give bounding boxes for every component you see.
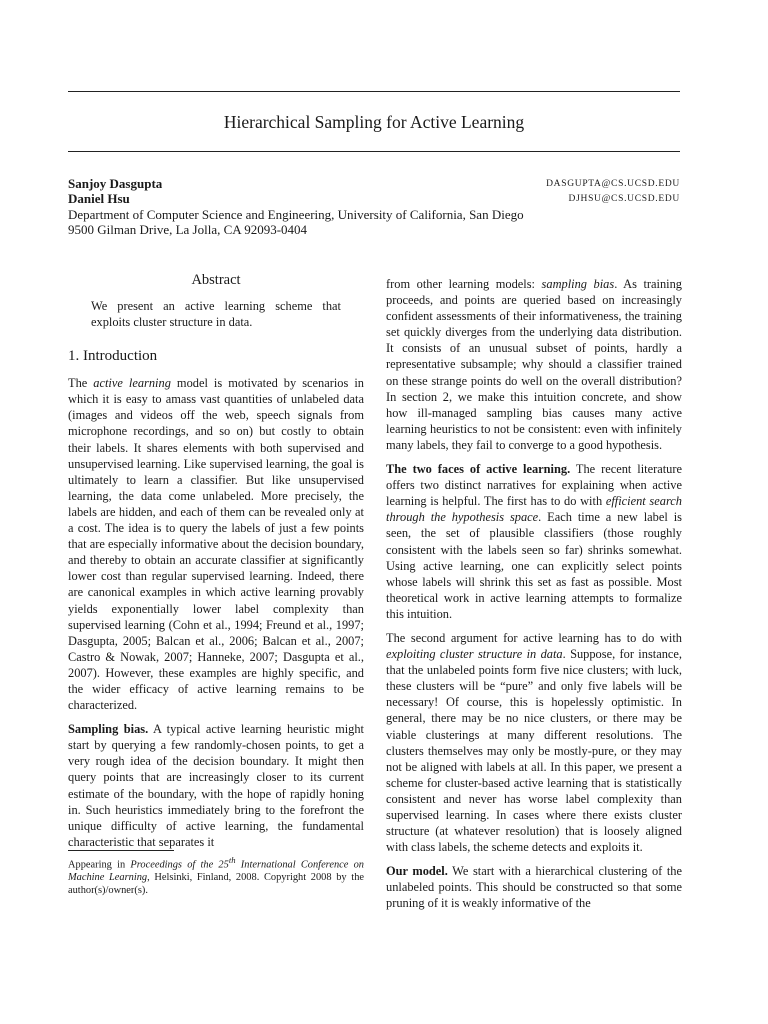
- text-run: from other learning models:: [386, 277, 542, 291]
- footnote-rule: [68, 850, 174, 851]
- author-email: DJHSU@CS.UCSD.EDU: [568, 194, 680, 204]
- two-faces-paragraph: [386, 461, 682, 622]
- title-top-rule: [68, 91, 680, 92]
- text-run: The: [68, 376, 94, 391]
- emphasis-text: efficient search through the hypothesis space: [386, 494, 682, 525]
- run-in-heading: Sampling bias.: [68, 722, 149, 737]
- author-name: Sanjoy Dasgupta: [68, 176, 163, 191]
- text-run: model is motivated by scenarios in which it is easy to amass vast quantities of unlabeled data (images and videos off the web, speech signals from microphone recordings, and so on) but costly to obtain their labels. It shares elements with both supervised and unsupervised learning. Like supervised learning, the goal is ultimately to learn a classifier. But like unsupervised learning, the data come unlabeled. More precisely, the labels are hidden, and each of them can be revealed only at a cost. The idea is to query the labels of just a few points that are especially informative about the decision boundary, and thereby to obtain an accurate classifier at significantly lower cost than regular supervised learning. Indeed, there are canonical examples in which active learning provably yields exponentially lower label complexity than supervised learning (Cohn et al., 1994; Freund et al., 1997; Dasgupta, 2005; Balcan et al., 2006; Balcan et al., 2007; Castro & Nowak, 2007; Hanneke, 2007; Dasgupta et al., 2007). However, these examples are highly specific, and the wider efficacy of active learning remains to be characterized.: [68, 376, 364, 713]
- paper-title: Hierarchical Sampling for Active Learning: [223, 112, 525, 132]
- footnote: [68, 854, 364, 897]
- affiliation-line: 9500 Gilman Drive, La Jolla, CA 92093-0404: [68, 222, 308, 237]
- emphasis-text: sampling bias: [541, 277, 615, 291]
- section-heading: 1. Introduction: [68, 348, 158, 365]
- text-run: , Helsinki, Finland, 2008. Copyright 2008 by the author(s)/owner(s).: [68, 872, 364, 897]
- body-paragraph: [386, 276, 682, 453]
- text-run: . Each time a new label is seen, the set of plausible classifiers (those roughly consistent with the labels seen so far) shrinks somewhat. Using active learning, one can explicitly select points whose labels will shrink this set as fast as possible. Most theoretical work in active learning attempts to formalize this intuition.: [386, 510, 682, 621]
- run-in-heading: The two faces of active learning.: [386, 462, 571, 477]
- emphasis-text: Proceedings of the 25: [130, 859, 229, 871]
- right-column: [386, 276, 682, 920]
- text-run: A typical active learning heuristic might start by querying a few randomly-chosen points, to get a very rough idea of the decision boundary. It might then query points that are increasingly closer to its current estimate of the boundary, with the hope of rapidly honing in. Such heuristics immediately bring to the forefront the unique difficulty of active learning, the fundamental characteristic that separates it: [68, 722, 364, 849]
- title-bottom-rule: [68, 151, 680, 152]
- text-run: Appearing in: [68, 859, 131, 871]
- affiliation-line: Department of Computer Science and Engineering, University of California, San Diego: [68, 207, 524, 222]
- run-in-heading: Our model.: [386, 864, 448, 879]
- text-run: The second argument for active learning has to do with: [386, 630, 682, 645]
- text-run: The recent literature offers two distinct narratives for explaining when active learning is helpful. The first has to do with: [386, 462, 682, 509]
- sampling-bias-paragraph: [68, 721, 364, 850]
- author-email: DASGUPTA@CS.UCSD.EDU: [546, 179, 680, 189]
- body-paragraph: [386, 630, 682, 855]
- our-model-paragraph: [386, 863, 682, 911]
- abstract-text: We present an active learning scheme that exploits cluster structure in data.: [91, 299, 341, 330]
- text-run: . Suppose, for instance, that the unlabeled points form five nice clusters; with luck, these clusters will be “pure” and only five labels will be necessary! Of course, this is hopelessly optimistic. In general, there may be no nice clusters, or there may be viable clusterings at many different resolutions. The clusters themselves may only be mostly-pure, or they may not be aligned with labels at all. In this paper, we present a scheme for cluster-based active learning that is statistically consistent and never has worse label complexity than supervised learning. In cases where there exists cluster structure (at whatever resolution) that is loosely aligned with class labels, the scheme detects and exploits it.: [386, 647, 682, 855]
- abstract-heading: Abstract: [191, 272, 241, 288]
- author-name: Daniel Hsu: [68, 191, 130, 206]
- text-run: We start with a hierarchical clustering of the unlabeled points. This should be constructed so that some pruning of it is weakly informative of the: [386, 864, 682, 911]
- emphasis-text: International Conference on Machine Learning: [68, 859, 364, 884]
- emphasis-text: active learning: [93, 376, 171, 391]
- text-run: . As training proceeds, and points are queried based on increasingly confident assessments of their informativeness, the training set quickly diverges from the underlying data distribution. It consists of an unusual subset of points, hardly a representative subsample; why should a classifier trained on these strange points do well on the overall distribution? In section 2, we make this intuition concrete, and show how ill-managed sampling bias causes many active learning heuristics to not be consistent: even with infinitely many labels, they fail to converge to a good hypothesis.: [386, 277, 682, 452]
- left-column: [68, 270, 364, 858]
- emphasis-text: exploiting cluster structure in data: [386, 647, 563, 662]
- intro-paragraph: [68, 375, 364, 713]
- superscript-text: th: [228, 855, 236, 865]
